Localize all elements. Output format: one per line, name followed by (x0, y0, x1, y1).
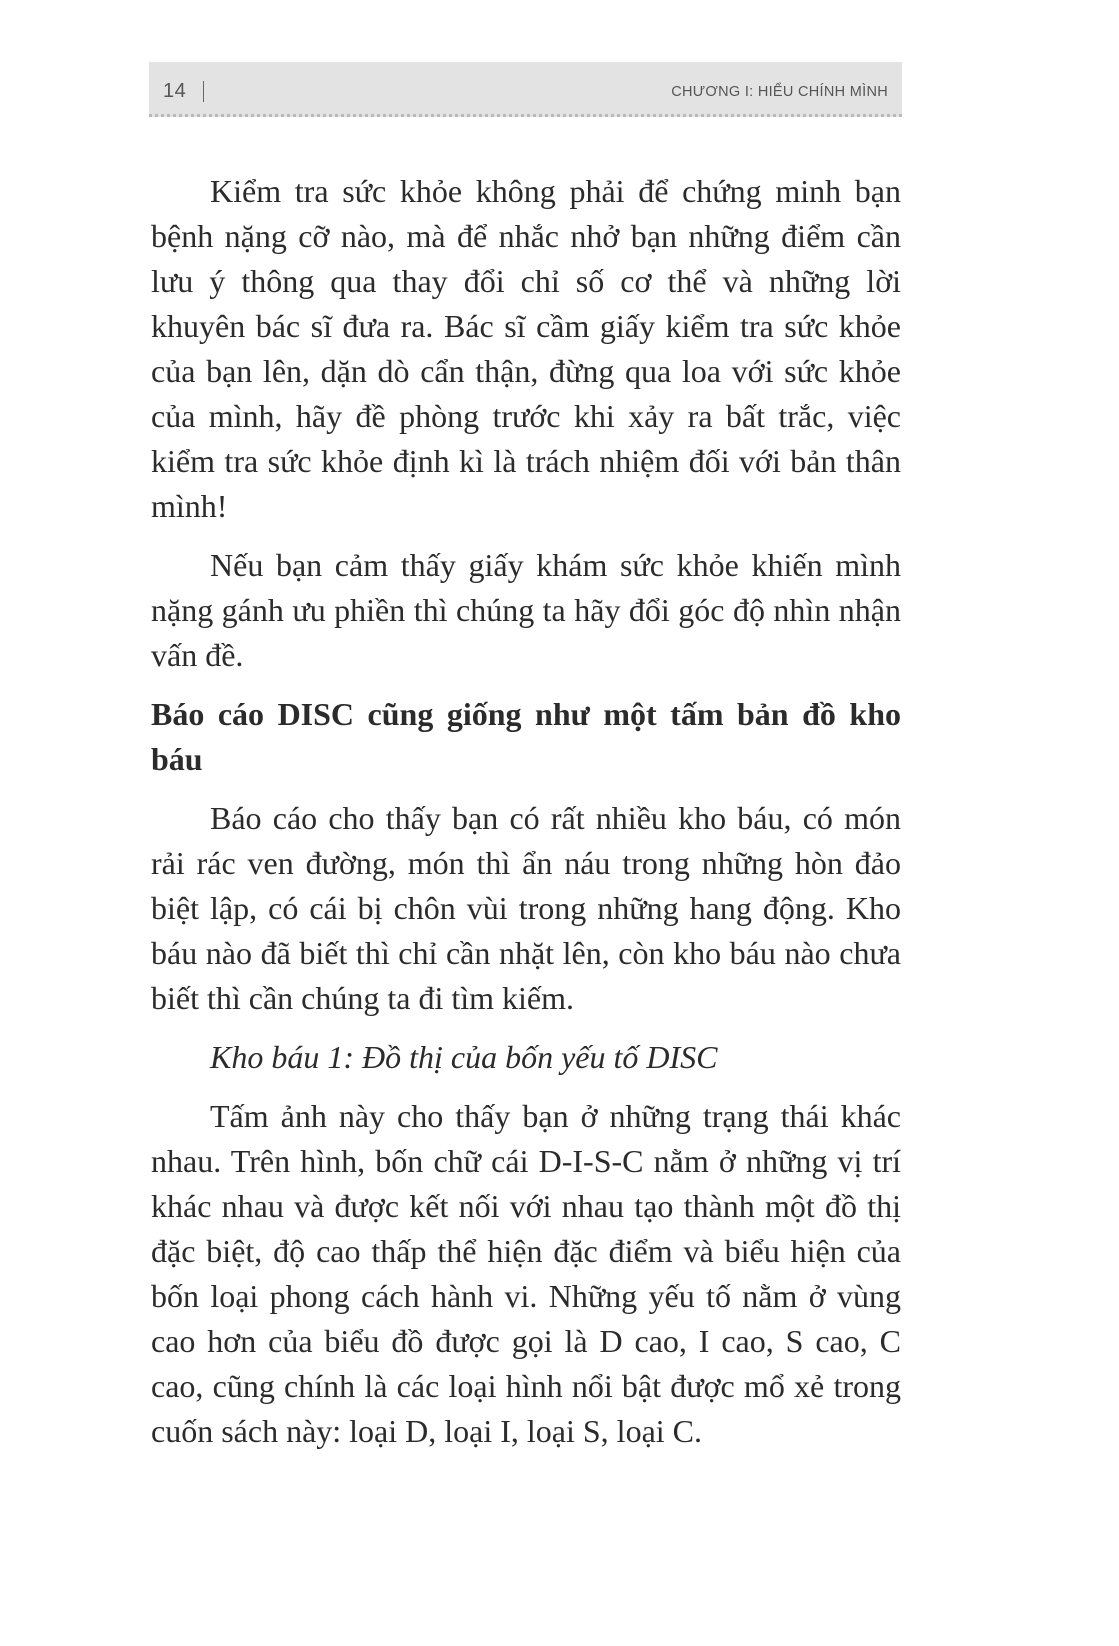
header-divider (203, 81, 204, 102)
page-number: 14 (163, 80, 187, 102)
body-paragraph: Báo cáo cho thấy bạn có rất nhiều kho báu, có món rải rác ven đường, món thì ẩn náu trong những hòn đảo biệt lập, có cái bị chôn vùi trong những hang động. Kho báu nào đã biết thì chỉ cần nhặt lên, còn kho báu nào chưa biết thì cần chúng ta đi tìm kiếm. (151, 800, 901, 1016)
page-body (151, 169, 901, 1468)
italic-subheading: Kho báu 1: Đồ thị của bốn yếu tố DISC (210, 1039, 718, 1075)
body-paragraph: Tấm ảnh này cho thấy bạn ở những trạng thái khác nhau. Trên hình, bốn chữ cái D-I-S-C nằm ở những vị trí khác nhau và được kết nối với nhau tạo thành một đồ thị đặc biệt, độ cao thấp thể hiện đặc điểm và biểu hiện của bốn loại phong cách hành vi. Những yếu tố nằm ở vùng cao hơn của biểu đồ được gọi là D cao, I cao, S cao, C cao, cũng chính là các loại hình nổi bật được mổ xẻ trong cuốn sách này: loại D, loại I, loại S, loại C. (151, 1098, 901, 1449)
chapter-title: CHƯƠNG I: HIỂU CHÍNH MÌNH (671, 84, 888, 100)
running-header (149, 62, 902, 117)
body-paragraph: Nếu bạn cảm thấy giấy khám sức khỏe khiến mình nặng gánh ưu phiền thì chúng ta hãy đổi góc độ nhìn nhận vấn đề. (151, 547, 901, 673)
body-paragraph: Kiểm tra sức khỏe không phải để chứng minh bạn bệnh nặng cỡ nào, mà để nhắc nhở bạn những điểm cần lưu ý thông qua thay đổi chỉ số cơ thể và những lời khuyên bác sĩ đưa ra. Bác sĩ cầm giấy kiểm tra sức khỏe của bạn lên, dặn dò cẩn thận, đừng qua loa với sức khỏe của mình, hãy đề phòng trước khi xảy ra bất trắc, việc kiểm tra sức khỏe định kì là trách nhiệm đối với bản thân mình! (151, 173, 901, 524)
section-heading: Báo cáo DISC cũng giống như một tấm bản đồ kho báu (151, 696, 901, 777)
